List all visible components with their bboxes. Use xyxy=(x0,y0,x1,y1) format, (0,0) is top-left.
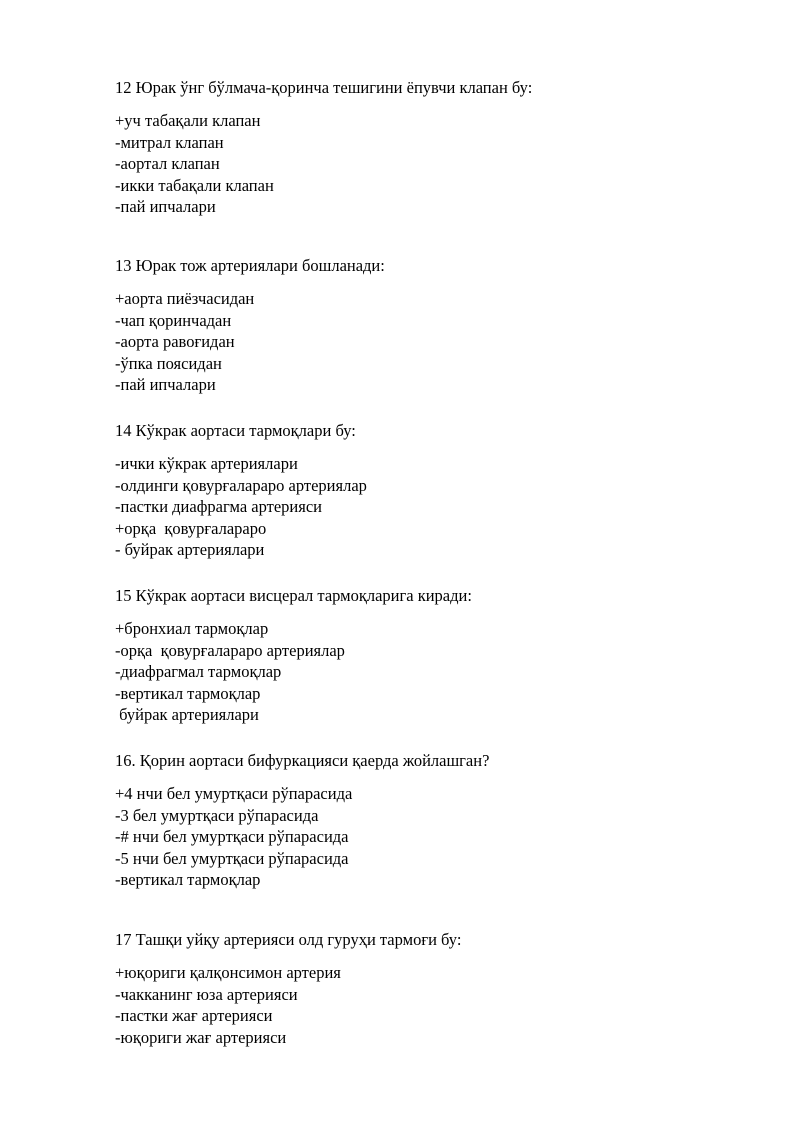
answer-option: -3 бел умуртқаси рўпарасида xyxy=(115,805,319,825)
answer-option: -диафрагмал тармоқлар xyxy=(115,662,282,682)
answer-options xyxy=(115,288,755,396)
question-text: 14 Кўкрак аортаси тармоқлари бу: xyxy=(115,421,356,440)
answer-option: -чап қоринчадан xyxy=(115,310,232,330)
answer-option: -# нчи бел умуртқаси рўпарасида xyxy=(115,827,349,847)
answer-option: -юқориги жағ артерияси xyxy=(115,1027,287,1047)
answer-option: -вертикал тармоқлар xyxy=(115,683,261,703)
answer-option: -пай ипчалари xyxy=(115,375,216,395)
answer-option: -5 нчи бел умуртқаси рўпарасида xyxy=(115,848,349,868)
answer-option: -аортал клапан xyxy=(115,154,220,174)
answer-option: -вертикал тармоқлар xyxy=(115,870,261,890)
question-text: 15 Кўкрак аортаси висцерал тармоқларига киради: xyxy=(115,586,472,605)
answer-option: -ўпка поясидан xyxy=(115,353,222,373)
answer-option: -пастки диафрагма артерияси xyxy=(115,497,323,517)
answer-option: -олдинги қовурғалараро артериялар xyxy=(115,475,367,495)
question-16 xyxy=(115,750,755,891)
answer-option: +орқа қовурғалараро xyxy=(115,518,267,538)
answer-option: -пастки жағ артерияси xyxy=(115,1006,273,1026)
answer-option: -икки табақали клапан xyxy=(115,175,274,195)
answer-option: +4 нчи бел умуртқаси рўпарасида xyxy=(115,784,353,803)
question-13 xyxy=(115,255,755,396)
question-17 xyxy=(115,929,755,1048)
question-12 xyxy=(115,77,755,218)
question-14 xyxy=(115,420,755,561)
answer-option: -пай ипчалари xyxy=(115,197,216,217)
answer-options xyxy=(115,783,755,891)
answer-options xyxy=(115,110,755,218)
answer-option: -митрал клапан xyxy=(115,132,224,152)
answer-option: -орқа қовурғалараро артериялар xyxy=(115,640,345,660)
answer-option: -чакканинг юза артерияси xyxy=(115,984,298,1004)
question-text: 12 Юрак ўнг бўлмача-қоринча тешигини ёпувчи клапан бу: xyxy=(115,78,533,97)
question-text: 16. Қорин аортаси бифуркацияси қаерда жойлашган? xyxy=(115,751,490,770)
answer-option: +бронхиал тармоқлар xyxy=(115,619,269,638)
question-15 xyxy=(115,585,755,726)
answer-option: +юқориги қалқонсимон артерия xyxy=(115,963,341,982)
answer-options xyxy=(115,962,755,1048)
answer-options xyxy=(115,453,755,561)
question-text: 13 Юрак тож артериялари бошланади: xyxy=(115,256,385,275)
question-text: 17 Ташқи уйқу артерияси олд гуруҳи тармоғи бу: xyxy=(115,930,462,949)
answer-option: буйрак артериялари xyxy=(115,705,259,725)
answer-option: +аорта пиёзчасидан xyxy=(115,289,255,308)
answer-options xyxy=(115,618,755,726)
answer-option: +уч табақали клапан xyxy=(115,111,261,130)
answer-option: -ички кўкрак артериялари xyxy=(115,454,298,473)
answer-option: -аорта равоғидан xyxy=(115,332,235,352)
answer-option: - буйрак артериялари xyxy=(115,540,265,560)
